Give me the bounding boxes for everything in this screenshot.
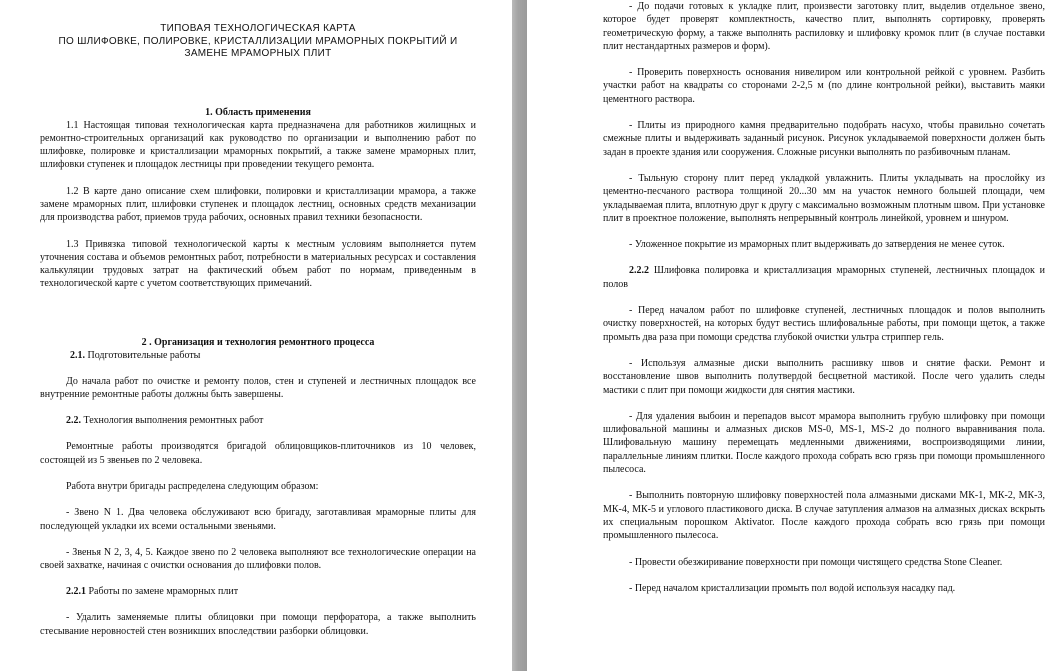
subsection-number: 2.2.1	[66, 586, 86, 598]
paragraph-right-2: - Проверить поверхность основания нивелиром или контрольной рейкой с уровнем. Разбить участки работ на квадраты со сторонами 2-2,5 м (по длине контрольной рейки), выставить маяки цементного раствора.	[603, 67, 1045, 105]
paragraph-1-1: 1.1 Настоящая типовая технологическая карта предназначена для работников жилищных и ремонтно-строительных организаций как руководство по организации и выполнению работ по шлифовке, полировке и кристаллизации мраморных покрытий, а также замене мраморных плит, шлифовки ступенек и площадок лестницы при проведении текущего ремонта.	[40, 119, 476, 171]
paragraph-right-6: - Перед началом работ по шлифовке ступеней, лестничных площадок и полов выполнить очистку поверхностей, на которых будут вестись шлифовальные работы, при помощи щеток, а также промыть два раза при помощи средства глубокой очистки ультра стриппер гель.	[603, 305, 1045, 343]
paragraph-right-3: - Плиты из природного камня предварительно подобрать насухо, чтобы правильно сочетать смежные плиты и выдерживать заданный рисунок. Рисунок укладываемой поверхности должен быть задан в проекте здания или сооружения. Сложные рисунки выполнять по разбивочным планам.	[603, 120, 1045, 158]
paragraph-2-1: До начала работ по очистке и ремонту полов, стен и ступеней и лестничных площадок все внутренние ремонтные работы должны быть завершены.	[40, 375, 476, 401]
paragraph-right-1: - До подачи готовых к укладке плит, произвести заготовку плит, выделив отдельное звено, которое будет проверят комплектность, качество плит, выполнять сортировку, проверять геометрическую форму, а также выполнять распиловку и шлифовку кромок плит (в случае поставки плит нестандартных размеров и форм).	[603, 1, 1045, 52]
paragraph-right-4: - Тыльную сторону плит перед укладкой увлажнить. Плиты укладывать на прослойку из цементно-песчаного раствора толщиной 20...30 мм на участок немного большей площади, чем укладываемая плита, вплотную друг к другу с максимально возможным плотным швом. При установке плит в проектное положение, выполнять непрерывный контроль линейкой, уровнем и шнуром.	[603, 172, 1045, 224]
subsection-title: Шлифовка полировка и кристаллизация мраморных ступеней, лестничных площадок и полов	[603, 265, 1045, 290]
subsection-title: Работы по замене мраморных плит	[86, 586, 239, 598]
paragraph-right-11: - Перед началом кристаллизации промыть пол водой используя насадку пад.	[629, 582, 956, 594]
page-gutter	[512, 0, 527, 671]
subsection-number: 2.1.	[70, 349, 85, 361]
subsection-number: 2.2.2	[629, 265, 649, 277]
paragraph-right-8: - Для удаления выбоин и перепадов высот мрамора выполнить грубую шлифовку при помощи шлифовальной машины и алмазных дисков MS-0, MS-1, MS-2 до полного выравнивания пола. Шлифовальную машину перемещать медленными движениями, воспроизводящими линии, параллельные линиям плитки. После каждого прохода собрать всю грязь при помощи промышленного пылесоса.	[603, 410, 1045, 476]
subsection-title: Подготовительные работы	[85, 349, 201, 361]
document-title: ТИПОВАЯ ТЕХНОЛОГИЧЕСКАЯ КАРТА ПО ШЛИФОВКЕ, ПОЛИРОВКЕ, КРИСТАЛЛИЗАЦИИ МРАМОРНЫХ ПОКРЫТИЙ И ЗАМЕНЕ МРАМОРНЫХ ПЛИТ	[58, 23, 458, 59]
paragraph-right-7: - Используя алмазные диски выполнить расшивку швов и снятие фаски. Ремонт и восстановление швов выполнить полутвердой бесцветной мастикой. После чего удалить следы мастики с плит при помощи жидкости для снятия мастики.	[603, 357, 1045, 396]
paragraph-1-2: 1.2 В карте дано описание схем шлифовки, полировки и кристаллизации мрамора, а также замене мраморных плит, шлифовки ступенек и площадок лестниц, основных средств механизации для производства работ, приемов труда рабочих, основных правил техники безопасности.	[40, 185, 476, 224]
paragraph-2-2-a: Ремонтные работы производятся бригадой облицовщиков-плиточников из 10 человек, состоящей из 5 звеньев по 2 человека.	[40, 441, 476, 466]
paragraph-right-5: - Уложенное покрытие из мраморных плит выдерживать до затвердения не менее суток.	[629, 239, 1005, 251]
subsection-2-2-heading	[40, 414, 476, 427]
paragraph-1-3: 1.3 Привязка типовой технологической карты к местным условиям выполняется путем уточнения состава и объемов ремонтных работ, потребности в материальных ресурсах и составления калькуляции трудовых затрат на фактический объем работ по нормам, приведенным в технологической карте с учетом соответствующих примечаний.	[40, 238, 476, 290]
paragraph-right-9: - Выполнить повторную шлифовку поверхностей пола алмазными дисками МК-1, МК-2, МК-3, МК-4, МК-5 и углового пластикового диска. В случае затупления алмазов на алмазных дисках вскрыть их специальным порошком Aktivator. После каждого прохода собрать всю грязь при помощи промышленного пылесоса.	[603, 490, 1045, 542]
document-page-right	[527, 0, 1059, 671]
subsection-number: 2.2.	[66, 415, 81, 427]
subsection-2-2-2-heading	[603, 264, 1045, 291]
paragraph-right-10: - Провести обезжиривание поверхности при помощи чистящего средства Stone Cleaner.	[629, 556, 1003, 568]
paragraph-2-2-d: - Звенья N 2, 3, 4, 5. Каждое звено по 2 человека выполняют все технологические операции на своей захватке, начиная с очистки основания до шлифовки полов.	[40, 546, 476, 572]
section-1-heading: 1. Область применения	[205, 106, 311, 118]
paragraph-2-2-c: - Звено N 1. Два человека обслуживают всю бригаду, заготавливая мраморные плиты для последующей укладки их всеми остальными звеньями.	[40, 507, 476, 532]
subsection-title: Технология выполнения ремонтных работ	[81, 415, 264, 427]
paragraph-2-2-b: Работа внутри бригады распределена следующим образом:	[66, 480, 319, 492]
subsection-2-2-1-heading	[40, 585, 476, 598]
document-page-left	[0, 0, 512, 671]
section-2-heading: 2 . Организация и технология ремонтного процесса	[141, 336, 375, 348]
paragraph-2-2-1-a: - Удалить заменяемые плиты облицовки при помощи перфоратора, а также выполнить стесывание неровностей стен возникших впоследствии разборки облицовки.	[40, 612, 476, 637]
subsection-2-1-heading	[40, 349, 476, 362]
